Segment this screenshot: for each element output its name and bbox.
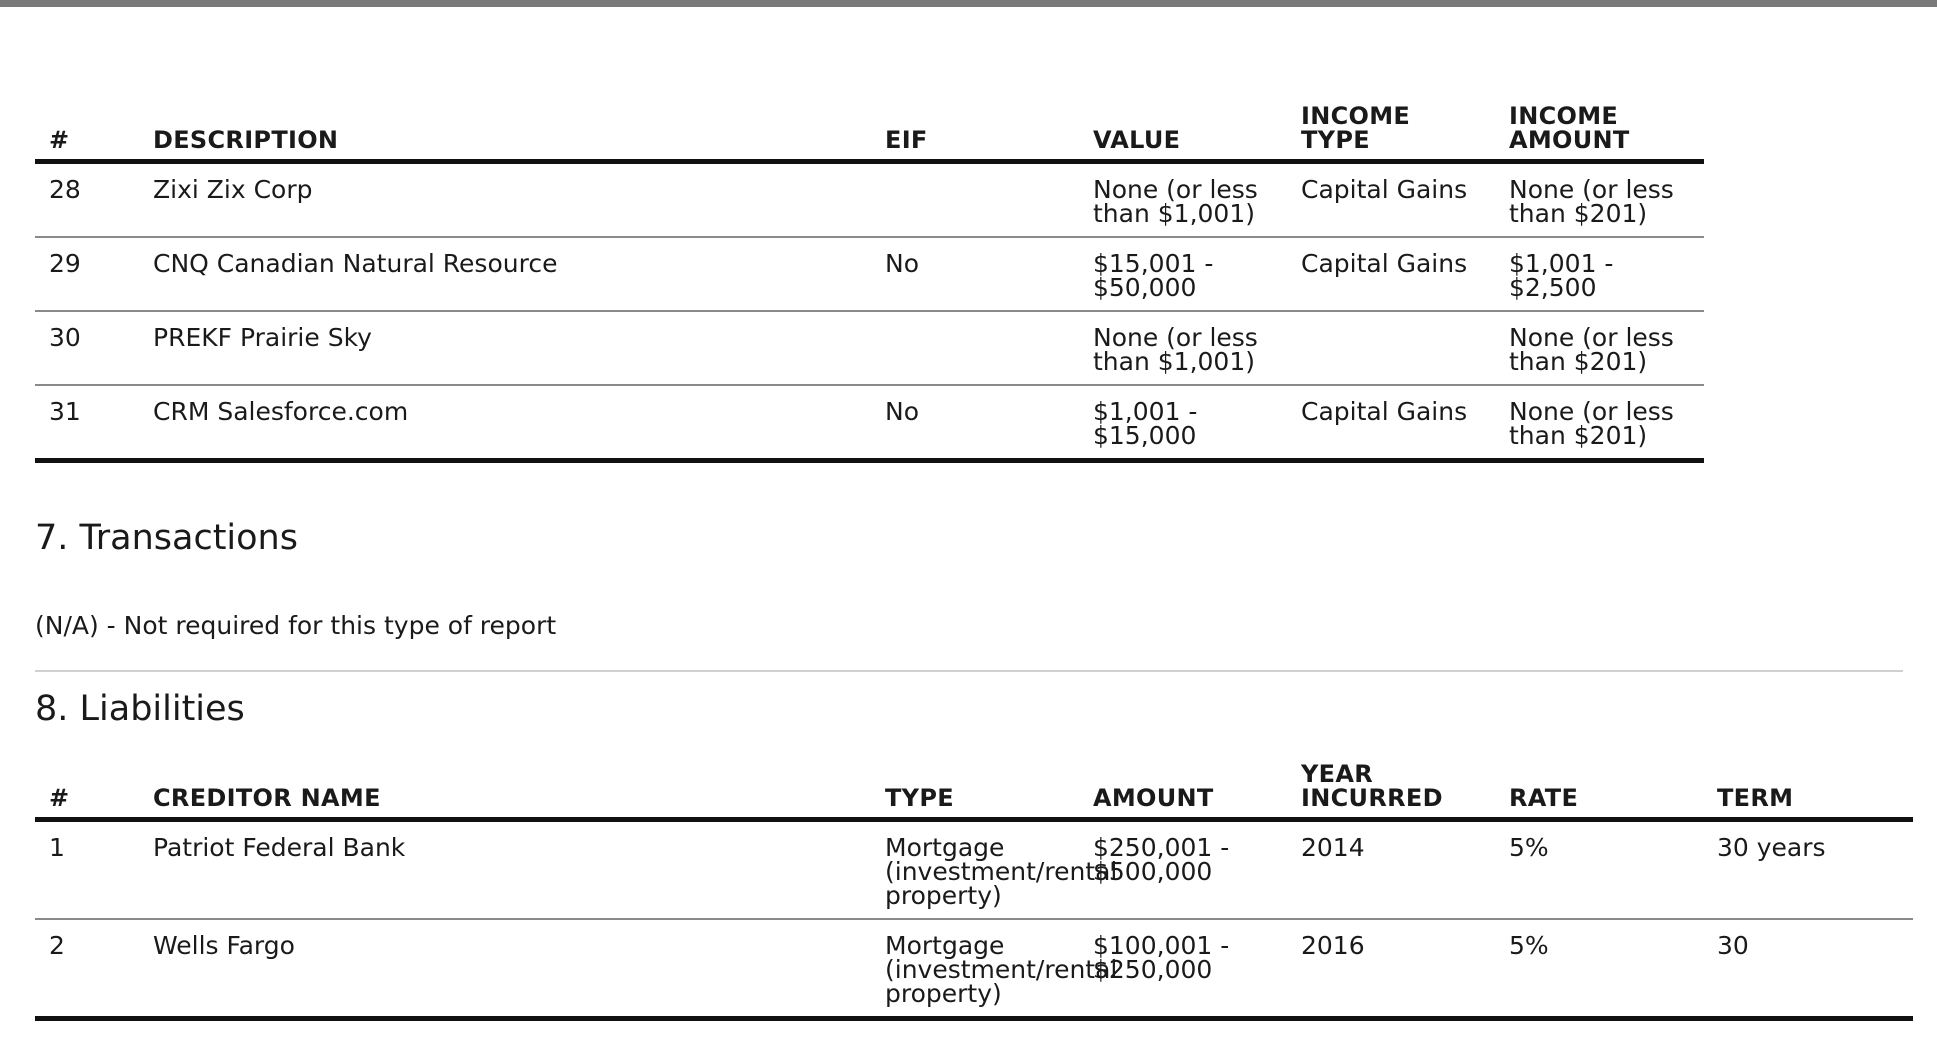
table-row [35, 162, 1704, 238]
asset-description: Zixi Zix Corp [139, 162, 871, 238]
column-header-year-incurred: YEAR INCURRED [1287, 762, 1495, 820]
row-number: 31 [35, 385, 139, 461]
interest-rate: 5% [1495, 820, 1703, 920]
column-header-description: DESCRIPTION [139, 104, 871, 162]
column-header-value: VALUE [1079, 104, 1287, 162]
asset-value: None (or less than $1,001) [1079, 162, 1287, 238]
loan-term: 30 years [1703, 820, 1913, 920]
asset-income-amount: None (or less than $201) [1495, 385, 1704, 461]
asset-description: CRM Salesforce.com [139, 385, 871, 461]
asset-income-type: Capital Gains [1287, 385, 1495, 461]
creditor-name: Wells Fargo [139, 919, 871, 1019]
asset-income-amount: $1,001 - $2,500 [1495, 237, 1704, 311]
asset-income-amount: None (or less than $201) [1495, 311, 1704, 385]
column-header-term: TERM [1703, 762, 1913, 820]
column-header-number: # [35, 762, 139, 820]
section-divider [35, 670, 1903, 672]
asset-income-amount: None (or less than $201) [1495, 162, 1704, 238]
row-number: 28 [35, 162, 139, 238]
row-number: 2 [35, 919, 139, 1019]
asset-eif: No [871, 237, 1079, 311]
column-header-eif: EIF [871, 104, 1079, 162]
row-number: 30 [35, 311, 139, 385]
table-row [35, 820, 1913, 920]
transactions-heading: 7. Transactions [35, 518, 298, 558]
asset-description: CNQ Canadian Natural Resource [139, 237, 871, 311]
asset-income-type: Capital Gains [1287, 162, 1495, 238]
asset-value: None (or less than $1,001) [1079, 311, 1287, 385]
table-row [35, 919, 1913, 1019]
liability-type: Mortgage (investment/rental property) [871, 919, 1079, 1019]
column-header-income-type: INCOME TYPE [1287, 104, 1495, 162]
asset-eif: No [871, 385, 1079, 461]
creditor-name: Patriot Federal Bank [139, 820, 871, 920]
table-row [35, 311, 1704, 385]
liability-type: Mortgage (investment/rental property) [871, 820, 1079, 920]
column-header-number: # [35, 104, 139, 162]
interest-rate: 5% [1495, 919, 1703, 1019]
row-number: 29 [35, 237, 139, 311]
column-header-amount: AMOUNT [1079, 762, 1287, 820]
asset-value: $1,001 - $15,000 [1079, 385, 1287, 461]
liability-amount: $250,001 - $500,000 [1079, 820, 1287, 920]
column-header-rate: RATE [1495, 762, 1703, 820]
column-header-creditor-name: CREDITOR NAME [139, 762, 871, 820]
assets-table [35, 104, 1704, 463]
liabilities-header-row [35, 762, 1913, 820]
asset-income-type [1287, 311, 1495, 385]
asset-value: $15,001 - $50,000 [1079, 237, 1287, 311]
loan-term: 30 [1703, 919, 1913, 1019]
asset-eif [871, 311, 1079, 385]
top-bar [0, 0, 1937, 7]
table-row [35, 237, 1704, 311]
liabilities-heading: 8. Liabilities [35, 689, 245, 729]
row-number: 1 [35, 820, 139, 920]
asset-income-type: Capital Gains [1287, 237, 1495, 311]
year-incurred: 2014 [1287, 820, 1495, 920]
liability-amount: $100,001 - $250,000 [1079, 919, 1287, 1019]
table-row [35, 385, 1704, 461]
asset-description: PREKF Prairie Sky [139, 311, 871, 385]
assets-header-row [35, 104, 1704, 162]
liabilities-table [35, 762, 1913, 1021]
year-incurred: 2016 [1287, 919, 1495, 1019]
transactions-note: (N/A) - Not required for this type of report [35, 611, 557, 640]
column-header-type: TYPE [871, 762, 1079, 820]
column-header-income-amount: INCOME AMOUNT [1495, 104, 1704, 162]
asset-eif [871, 162, 1079, 238]
